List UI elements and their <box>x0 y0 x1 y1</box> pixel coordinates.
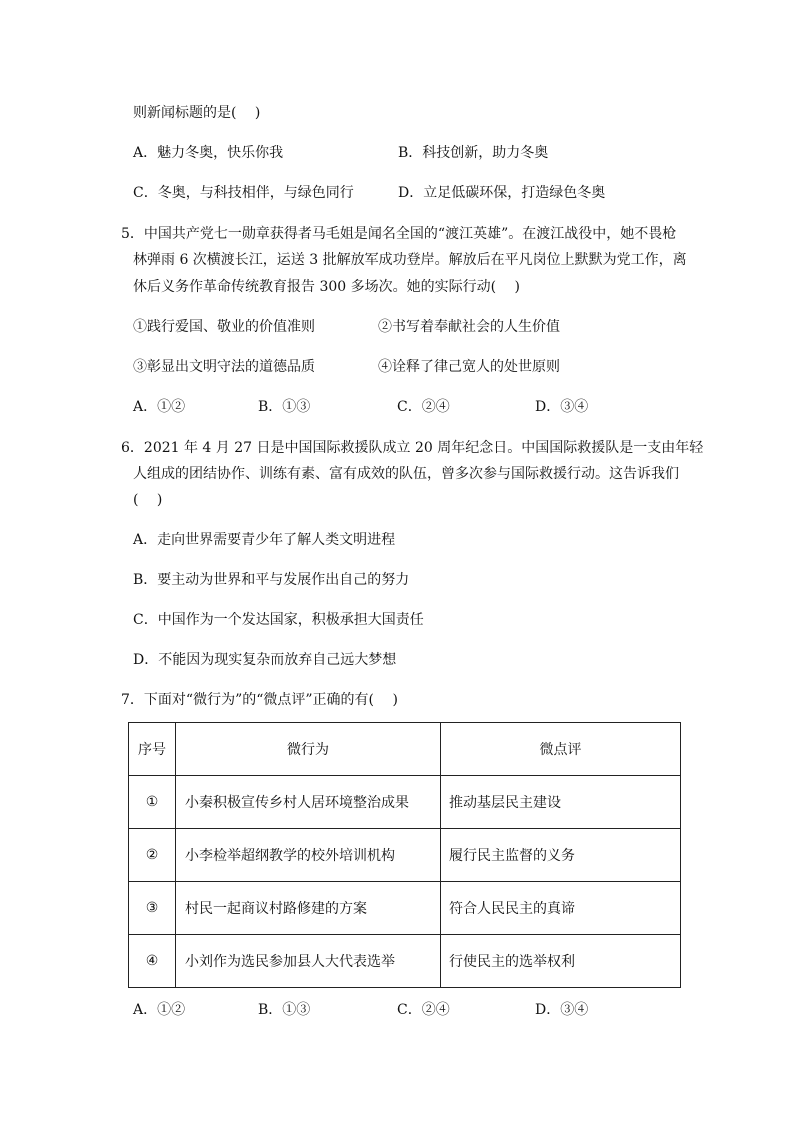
table-cell-index: ③ <box>129 882 176 935</box>
q5-stem-line-2: 林弹雨 6 次横渡长江，运送 3 批解放军成功登岸。解放后在平凡岗位上默默为党工作，离 <box>133 252 687 268</box>
q5-statement-4: ④诠释了律己宽人的处世原则 <box>378 359 560 375</box>
q6-stem-line-3: ( ) <box>133 492 163 508</box>
q5-statement-3: ③彰显出文明守法的道德品质 <box>133 359 315 375</box>
table-header-row <box>129 723 681 776</box>
q7-option-a: A．①② <box>133 1002 186 1018</box>
q4-option-a: A．魅力冬奥，快乐你我 <box>133 145 284 161</box>
q5-stem-line-1: 5．中国共产党七一勋章获得者马毛姐是闻名全国的“渡江英雄”。在渡江战役中，她不畏枪 <box>121 226 677 242</box>
table-cell-comment: 行使民主的选举权利 <box>441 935 681 988</box>
table-cell-behavior: 小李检举超纲教学的校外培训机构 <box>176 829 441 882</box>
q6-option-a: A．走向世界需要青少年了解人类文明进程 <box>133 532 396 548</box>
q7-stem: 7．下面对“微行为”的“微点评”正确的有( ) <box>121 692 398 708</box>
table-header-cell: 序号 <box>129 723 176 776</box>
q7-option-d: D．③④ <box>535 1002 589 1018</box>
q7-option-c: C．②④ <box>397 1002 450 1018</box>
table-cell-comment: 符合人民民主的真谛 <box>441 882 681 935</box>
q6-option-c: C．中国作为一个发达国家，积极承担大国责任 <box>133 612 424 628</box>
table-cell-behavior: 村民一起商议村路修建的方案 <box>176 882 441 935</box>
table-cell-comment: 履行民主监督的义务 <box>441 829 681 882</box>
q6-option-b: B．要主动为世界和平与发展作出自己的努力 <box>133 572 410 588</box>
table-cell-behavior: 小刘作为选民参加县人大代表选举 <box>176 935 441 988</box>
q4-option-d: D．立足低碳环保，打造绿色冬奥 <box>398 185 606 201</box>
table-cell-comment: 推动基层民主建设 <box>441 776 681 829</box>
q5-option-b: B．①③ <box>258 399 311 415</box>
q4-option-b: B．科技创新，助力冬奥 <box>398 145 549 161</box>
table-cell-behavior: 小秦积极宣传乡村人居环境整治成果 <box>176 776 441 829</box>
q7-table <box>128 722 681 988</box>
table-row <box>129 829 681 882</box>
q6-option-d: D．不能因为现实复杂而放弃自己远大梦想 <box>133 652 397 668</box>
q4-option-c: C．冬奥，与科技相伴，与绿色同行 <box>133 185 354 201</box>
q4-stem-tail: 则新闻标题的是( ) <box>133 105 261 121</box>
table-cell-index: ① <box>129 776 176 829</box>
table-row <box>129 935 681 988</box>
q5-option-a: A．①② <box>133 399 186 415</box>
table-row <box>129 882 681 935</box>
table-cell-index: ④ <box>129 935 176 988</box>
table-row <box>129 776 681 829</box>
q5-statement-1: ①践行爱国、敬业的价值准则 <box>133 319 315 335</box>
table-cell-index: ② <box>129 829 176 882</box>
table-header-cell: 微行为 <box>176 723 441 776</box>
q5-option-d: D．③④ <box>535 399 589 415</box>
q6-stem-line-2: 人组成的团结协作、训练有素、富有成效的队伍，曾多次参与国际救援行动。这告诉我们 <box>133 466 679 482</box>
q7-option-b: B．①③ <box>258 1002 311 1018</box>
q6-stem-line-1: 6．2021 年 4 月 27 日是中国国际救援队成立 20 周年纪念日。中国国际救援队是一支由年轻 <box>121 440 704 456</box>
table-header-cell: 微点评 <box>441 723 681 776</box>
q5-statement-2: ②书写着奉献社会的人生价值 <box>378 319 560 335</box>
q5-option-c: C．②④ <box>397 399 450 415</box>
q5-stem-line-3: 休后义务作革命传统教育报告 300 多场次。她的实际行动( ) <box>133 279 520 295</box>
